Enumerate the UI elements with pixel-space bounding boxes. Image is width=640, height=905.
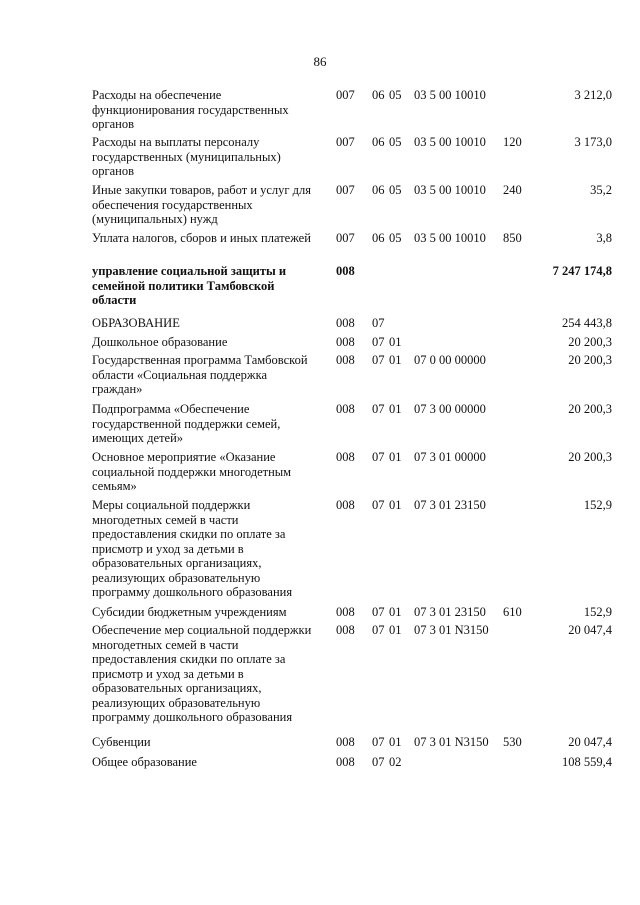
row-vr: 120 (503, 135, 522, 149)
row-name: Обеспечение мер социальной поддержки многодетных семей в части предоставления скидки по оплате за присмотр и уход за детьми в образовательных организациях, реализующих образовательную программу дошкольного образования (92, 623, 312, 724)
row-ved: 007 (336, 183, 355, 197)
row-cs: 03 5 00 10010 (414, 135, 486, 149)
row-name: Подпрограмма «Обеспечение государственной поддержки семей, имеющих детей» (92, 402, 281, 445)
row-cs: 03 5 00 10010 (414, 88, 486, 102)
table-row (92, 755, 612, 773)
table-row (92, 88, 612, 135)
row-sum: 152,9 (583, 498, 612, 512)
budget-table (92, 88, 612, 773)
row-ved: 008 (336, 755, 355, 769)
row-rz: 06 (372, 231, 385, 245)
row-cs: 07 0 00 00000 (414, 353, 486, 367)
row-rz: 07 (372, 623, 385, 637)
page-number: 86 (313, 54, 327, 69)
row-sum: 7 247 174,8 (552, 264, 612, 278)
row-ved: 008 (336, 498, 355, 512)
row-rz: 07 (372, 402, 385, 416)
table-row (92, 231, 612, 264)
row-sum: 35,2 (590, 183, 612, 197)
row-rz: 07 (372, 450, 385, 464)
row-rz: 06 (372, 135, 385, 149)
row-vr: 530 (503, 735, 522, 749)
row-ved: 008 (336, 623, 355, 637)
row-cs: 03 5 00 10010 (414, 183, 486, 197)
row-sum: 20 200,3 (568, 353, 612, 367)
row-pr: 05 (389, 183, 402, 197)
row-cs: 07 3 01 00000 (414, 450, 486, 464)
row-cs: 07 3 00 00000 (414, 402, 486, 416)
row-ved: 008 (336, 605, 355, 619)
row-cs: 07 3 01 N3150 (414, 735, 489, 749)
row-cs: 03 5 00 10010 (414, 231, 486, 245)
row-sum: 20 047,4 (568, 623, 612, 637)
table-row (92, 135, 612, 183)
row-name: Общее образование (92, 755, 197, 769)
row-sum: 108 559,4 (562, 755, 612, 769)
row-cs: 07 3 01 N3150 (414, 623, 489, 637)
row-sum: 3 173,0 (574, 135, 612, 149)
table-row (92, 402, 612, 450)
row-ved: 008 (336, 335, 355, 349)
table-row (92, 353, 612, 402)
row-rz: 07 (372, 755, 385, 769)
table-row (92, 316, 612, 335)
row-sum: 20 047,4 (568, 735, 612, 749)
row-cs: 07 3 01 23150 (414, 498, 486, 512)
row-pr: 01 (389, 498, 402, 512)
row-name: Государственная программа Тамбовской области «Социальная поддержка граждан» (92, 353, 308, 396)
row-pr: 01 (389, 623, 402, 637)
row-sum: 3,8 (596, 231, 612, 245)
row-name: Дошкольное образование (92, 335, 228, 349)
table-row (92, 605, 612, 623)
row-sum: 20 200,3 (568, 450, 612, 464)
row-pr: 02 (389, 755, 402, 769)
row-vr: 240 (503, 183, 522, 197)
row-name: Основное мероприятие «Оказание социальной поддержки многодетным семьям» (92, 450, 292, 493)
row-name: ОБРАЗОВАНИЕ (92, 316, 180, 330)
row-ved: 007 (336, 88, 355, 102)
row-name: Уплата налогов, сборов и иных платежей (92, 231, 311, 245)
row-pr: 01 (389, 735, 402, 749)
row-name: Меры социальной поддержки многодетных семей в части предоставления скидки по оплате за присмотр и уход за детьми в образовательных организациях, реализующих образовательную программу дошкольного образования (92, 498, 293, 599)
row-sum: 20 200,3 (568, 335, 612, 349)
row-ved: 008 (336, 735, 355, 749)
row-sum: 3 212,0 (574, 88, 612, 102)
row-rz: 06 (372, 183, 385, 197)
row-sum: 152,9 (583, 605, 612, 619)
row-rz: 07 (372, 335, 385, 349)
row-rz: 06 (372, 88, 385, 102)
table-row (92, 264, 612, 316)
table-row (92, 498, 612, 605)
row-ved: 008 (336, 316, 355, 330)
row-ved: 008 (336, 450, 355, 464)
row-ved: 008 (336, 402, 355, 416)
row-pr: 01 (389, 335, 402, 349)
table-row (92, 335, 612, 353)
row-cs: 07 3 01 23150 (414, 605, 486, 619)
row-ved: 008 (336, 353, 355, 367)
table-row (92, 450, 612, 498)
row-ved: 007 (336, 231, 355, 245)
row-pr: 01 (389, 450, 402, 464)
row-rz: 07 (372, 316, 385, 330)
row-pr: 05 (389, 88, 402, 102)
table-row (92, 623, 612, 735)
row-pr: 05 (389, 135, 402, 149)
row-name: Субвенции (92, 735, 151, 749)
row-rz: 07 (372, 735, 385, 749)
row-rz: 07 (372, 353, 385, 367)
row-pr: 01 (389, 605, 402, 619)
row-ved: 007 (336, 135, 355, 149)
row-vr: 610 (503, 605, 522, 619)
row-name: Расходы на обеспечение функционирования государственных органов (92, 88, 289, 131)
row-sum: 254 443,8 (562, 316, 612, 330)
row-sum: 20 200,3 (568, 402, 612, 416)
row-rz: 07 (372, 498, 385, 512)
table-row (92, 183, 612, 231)
row-pr: 05 (389, 231, 402, 245)
row-rz: 07 (372, 605, 385, 619)
row-name: управление социальной защиты и семейной политики Тамбовской области (92, 264, 287, 307)
row-pr: 01 (389, 402, 402, 416)
row-name: Субсидии бюджетным учреждениям (92, 605, 287, 619)
row-ved: 008 (336, 264, 355, 278)
row-pr: 01 (389, 353, 402, 367)
table-row (92, 735, 612, 755)
row-name: Иные закупки товаров, работ и услуг для обеспечения государственных (муниципальных) нужд (92, 183, 312, 226)
row-name: Расходы на выплаты персоналу государственных (муниципальных) органов (92, 135, 281, 178)
row-vr: 850 (503, 231, 522, 245)
